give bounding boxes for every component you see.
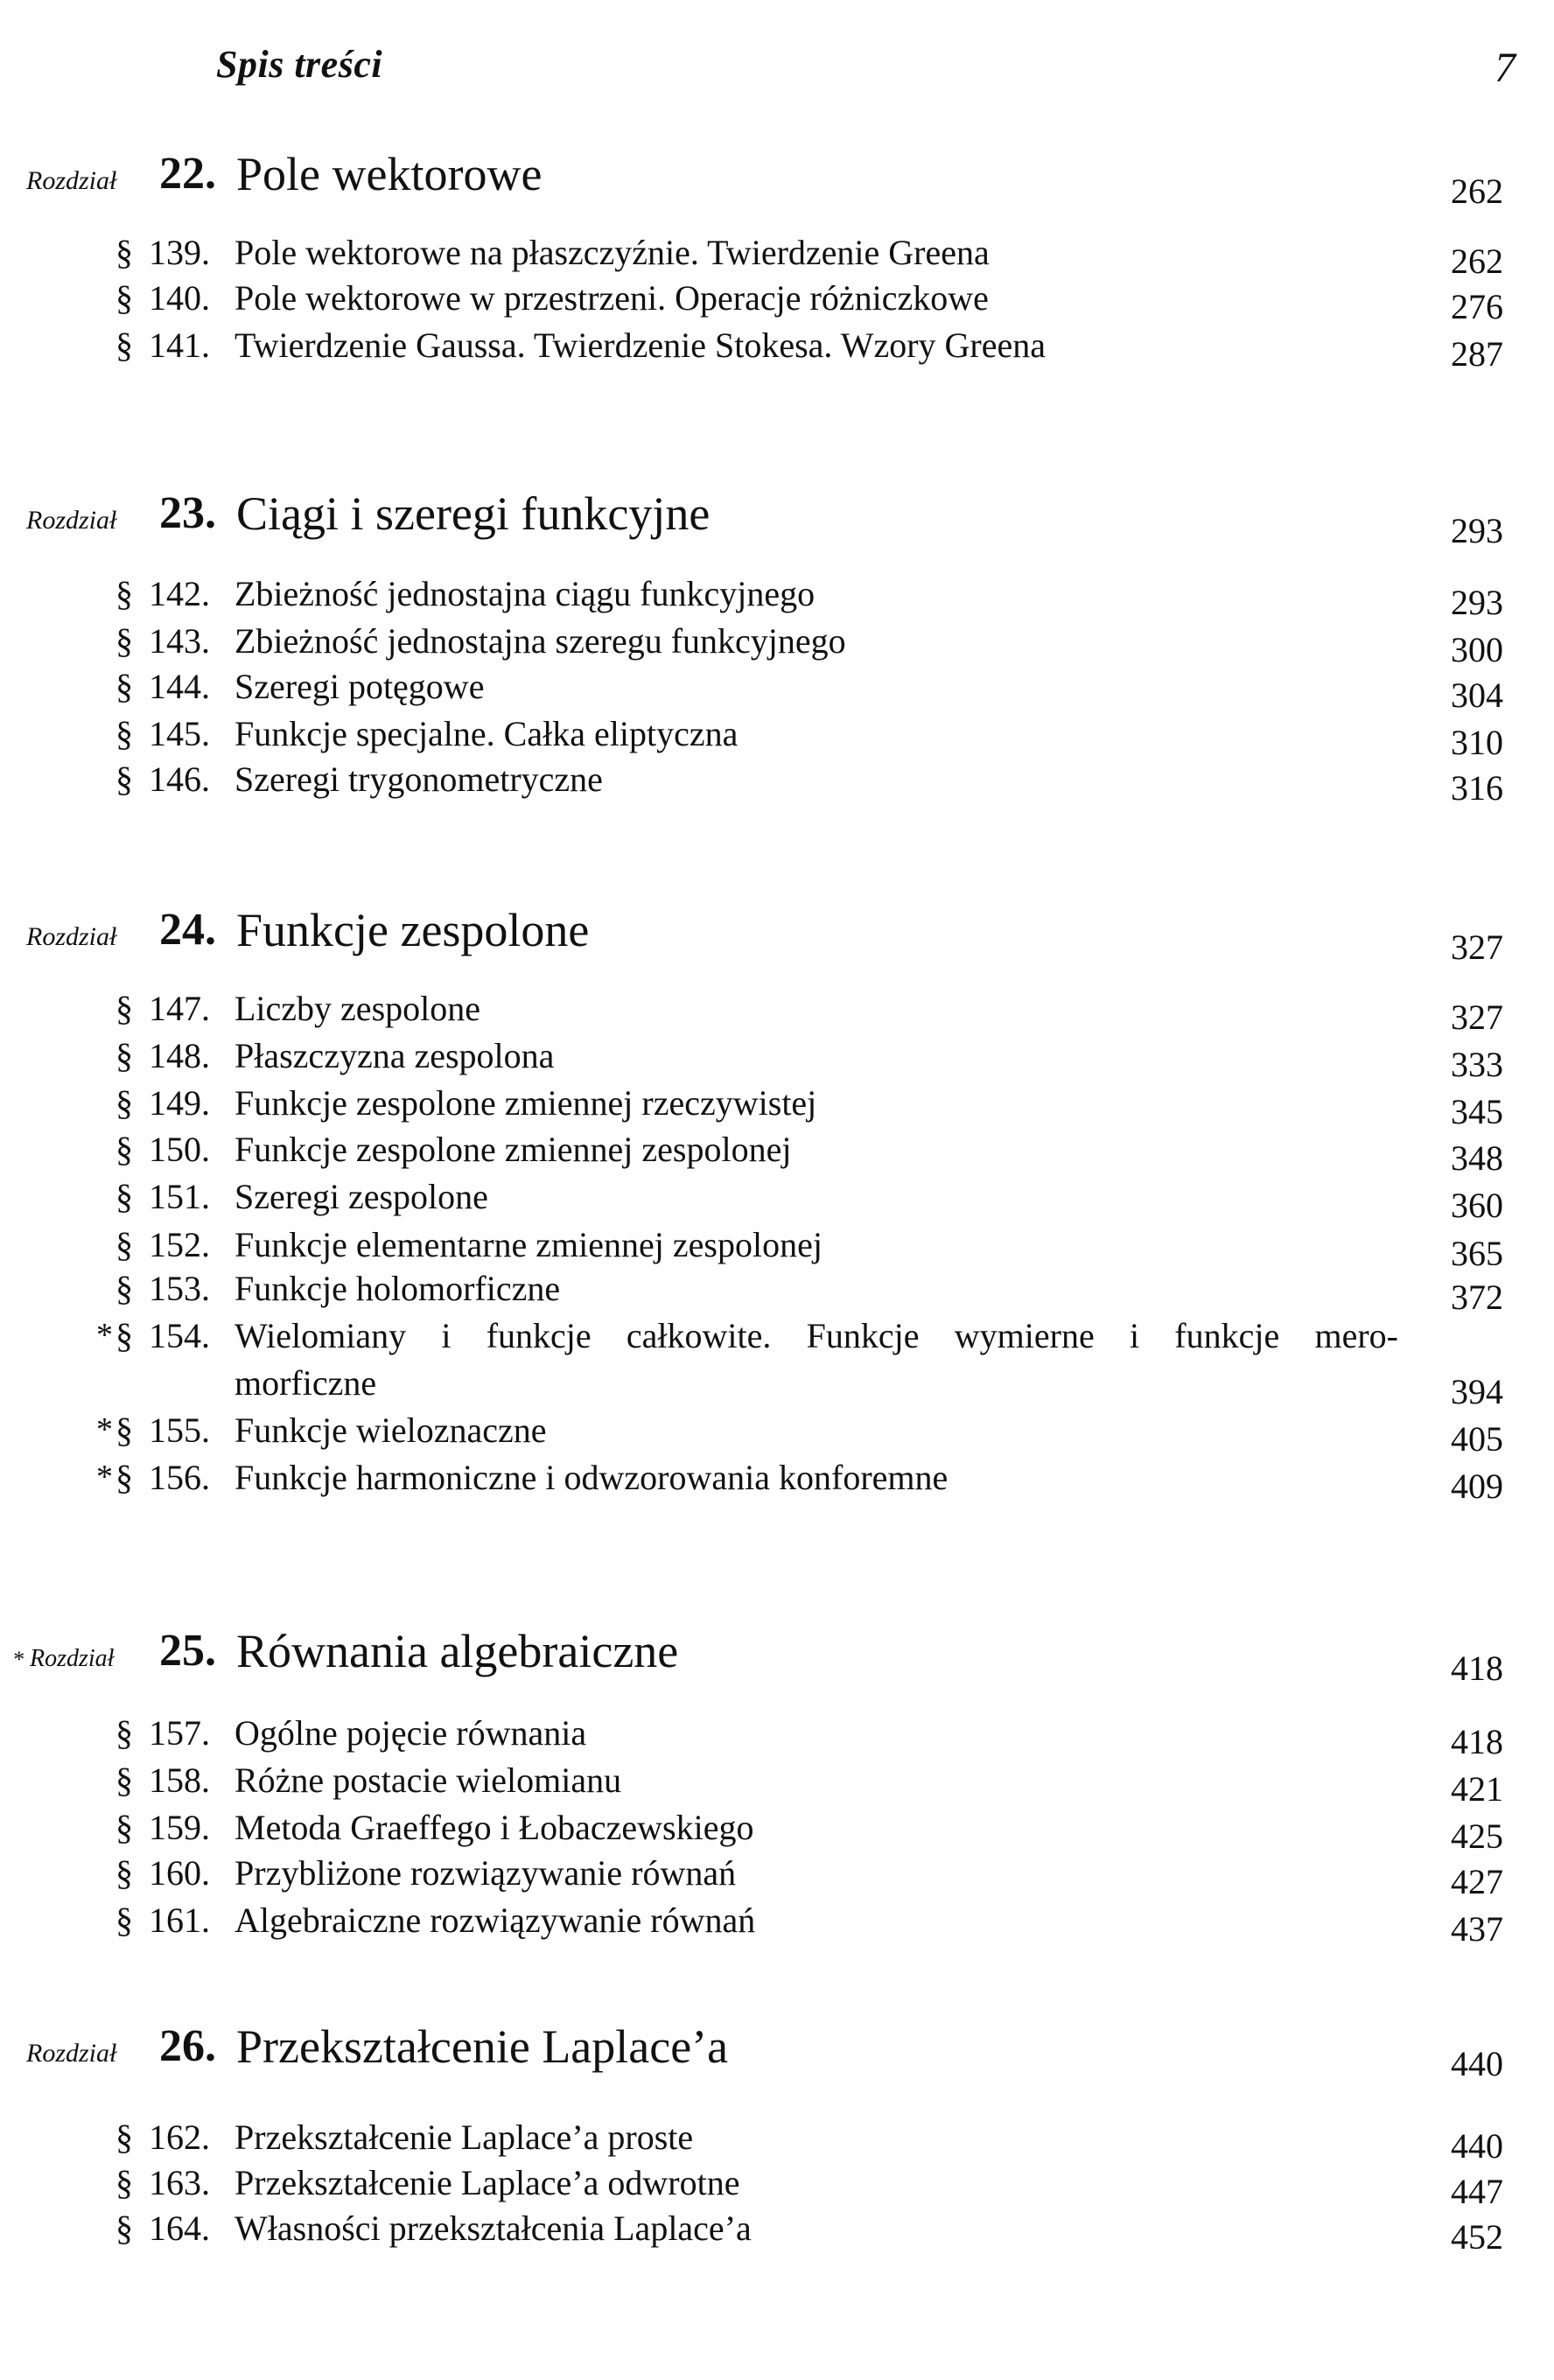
chapter-heading[interactable]	[0, 1622, 1554, 1688]
section-sign-icon: §	[116, 1269, 133, 1308]
section-entry[interactable]	[0, 2118, 1554, 2166]
section-page-number: 440	[1451, 2126, 1503, 2166]
chapter-page-number: 418	[1451, 1648, 1503, 1688]
section-page-number: 262	[1451, 242, 1503, 281]
section-entry[interactable]	[0, 760, 1554, 808]
section-sign-icon: §	[116, 278, 133, 318]
section-page-number: 418	[1451, 1722, 1503, 1761]
chapter-title[interactable]: Przekształcenie Laplace’a	[236, 2020, 729, 2073]
section-page-number: 345	[1451, 1092, 1503, 1131]
section-number: 153.	[149, 1269, 210, 1308]
section-page-number: 310	[1451, 723, 1503, 762]
section-title[interactable]: Przekształcenie Laplace’a odwrotne	[234, 2163, 740, 2202]
chapter-number: 26.	[159, 2021, 216, 2071]
section-title[interactable]: Pole wektorowe w przestrzeni. Operacje różniczkowe	[234, 278, 989, 318]
section-entry[interactable]	[0, 1130, 1554, 1178]
section-title[interactable]: Funkcje specjalne. Całka eliptyczna	[234, 714, 738, 753]
section-title[interactable]: Płaszczyzna zespolona	[234, 1036, 555, 1075]
section-sign-icon: §	[116, 1225, 133, 1264]
section-number: 145.	[149, 714, 210, 753]
optional-star-marker: *	[96, 1459, 113, 1495]
section-number: 147.	[149, 989, 210, 1028]
section-page-number: 421	[1451, 1769, 1503, 1809]
section-sign-icon: §	[116, 1458, 133, 1497]
chapter-title[interactable]: Funkcje zespolone	[236, 904, 590, 956]
section-number: 164.	[149, 2208, 210, 2248]
chapter-label: Rozdział	[26, 506, 117, 535]
section-entry[interactable]	[0, 278, 1554, 326]
section-number: 141.	[149, 326, 210, 365]
section-entry[interactable]	[0, 326, 1554, 374]
section-page-number: 405	[1451, 1419, 1503, 1459]
section-number: 154.	[149, 1316, 210, 1355]
section-entry[interactable]	[0, 1225, 1554, 1273]
chapter-number: 24.	[159, 905, 216, 955]
section-sign-icon: §	[116, 1713, 133, 1753]
section-number: 162.	[149, 2118, 210, 2157]
chapter-label: Rozdział	[30, 1645, 115, 1672]
section-number: 150.	[149, 1130, 210, 1169]
chapter-page-number: 262	[1451, 172, 1503, 211]
chapter-title[interactable]: Równania algebraiczne	[236, 1625, 679, 1677]
section-number: 149.	[149, 1083, 210, 1123]
running-head-title: Spis treści	[216, 43, 383, 86]
section-entry[interactable]	[0, 1269, 1554, 1317]
section-entry[interactable]	[0, 714, 1554, 762]
section-page-number: 427	[1451, 1862, 1503, 1901]
section-sign-icon: §	[116, 326, 133, 365]
section-sign-icon: §	[116, 1177, 133, 1216]
section-entry[interactable]	[0, 1036, 1554, 1084]
section-sign-icon: §	[116, 714, 133, 753]
section-title-continuation[interactable]: morficzne	[234, 1363, 377, 1403]
chapter-label: Rozdział	[26, 2039, 117, 2068]
section-entry[interactable]	[0, 621, 1554, 669]
section-page-number: 409	[1451, 1466, 1503, 1506]
section-sign-icon: §	[116, 989, 133, 1028]
section-title[interactable]: Własności przekształcenia Laplace’a	[234, 2208, 752, 2248]
section-title[interactable]: Funkcje zespolone zmiennej zespolonej	[234, 1130, 792, 1169]
section-number: 143.	[149, 621, 210, 661]
section-entry[interactable]	[0, 1083, 1554, 1131]
section-title[interactable]: Wielomiany i funkcje całkowite. Funkcje wymierne i funkcje mero-	[234, 1316, 1398, 1355]
section-number: 158.	[149, 1760, 210, 1800]
section-number: 156.	[149, 1458, 210, 1497]
section-title[interactable]: Zbieżność jednostajna ciągu funkcyjnego	[234, 574, 816, 613]
section-page-number: 293	[1451, 583, 1503, 622]
section-title[interactable]: Szeregi zespolone	[234, 1177, 488, 1216]
section-entry[interactable]	[0, 1900, 1554, 1949]
section-title[interactable]: Przybliżone rozwiązywanie równań	[234, 1853, 737, 1893]
section-entry[interactable]	[0, 1853, 1554, 1901]
section-page-number: 365	[1451, 1234, 1503, 1273]
section-page-number: 300	[1451, 630, 1503, 669]
section-title[interactable]: Metoda Graeffego i Łobaczewskiego	[234, 1808, 754, 1847]
section-sign-icon: §	[116, 2163, 133, 2202]
section-page-number: 316	[1451, 768, 1503, 808]
section-entry[interactable]	[0, 2208, 1554, 2257]
section-entry[interactable]	[0, 989, 1554, 1037]
section-title[interactable]: Funkcje holomorficzne	[234, 1269, 561, 1308]
section-title[interactable]: Pole wektorowe na płaszczyźnie. Twierdzenie Greena	[234, 233, 990, 272]
section-number: 152.	[149, 1225, 210, 1264]
section-title[interactable]: Liczby zespolone	[234, 989, 480, 1028]
section-page-number: 276	[1451, 287, 1503, 326]
chapter-label: Rozdział	[26, 922, 117, 951]
chapter-title[interactable]: Ciągi i szeregi funkcyjne	[236, 487, 710, 540]
section-page-number: 425	[1451, 1816, 1503, 1856]
section-number: 139.	[149, 233, 210, 272]
section-sign-icon: §	[116, 1853, 133, 1893]
section-sign-icon: §	[116, 2208, 133, 2248]
section-title[interactable]: Algebraiczne rozwiązywanie równań	[234, 1900, 756, 1940]
section-number: 159.	[149, 1808, 210, 1847]
chapter-number: 23.	[159, 488, 216, 538]
chapter-number: 25.	[159, 1626, 216, 1676]
section-number: 146.	[149, 760, 210, 799]
section-page-number: 372	[1451, 1278, 1503, 1317]
section-entry[interactable]	[0, 1316, 1554, 1411]
section-page-number: 348	[1451, 1138, 1503, 1178]
section-number: 157.	[149, 1713, 210, 1753]
section-entry[interactable]	[0, 1760, 1554, 1809]
chapter-heading[interactable]	[0, 2018, 1554, 2083]
chapter-number: 22.	[159, 149, 216, 199]
section-number: 148.	[149, 1036, 210, 1075]
section-entry[interactable]	[0, 1177, 1554, 1225]
chapter-page-number: 293	[1451, 511, 1503, 550]
section-number: 160.	[149, 1853, 210, 1893]
section-title[interactable]: Funkcje elementarne zmiennej zespolonej	[234, 1225, 822, 1264]
section-sign-icon: §	[116, 233, 133, 272]
section-page-number: 327	[1451, 998, 1503, 1037]
section-sign-icon: §	[116, 2118, 133, 2157]
section-entry[interactable]	[0, 574, 1554, 622]
section-number: 161.	[149, 1900, 210, 1940]
section-entry[interactable]	[0, 1713, 1554, 1761]
section-sign-icon: §	[116, 1130, 133, 1169]
section-page-number: 394	[1451, 1372, 1503, 1411]
section-title[interactable]: Szeregi potęgowe	[234, 667, 485, 706]
section-sign-icon: §	[116, 760, 133, 799]
chapter-page-number: 327	[1451, 928, 1503, 967]
section-sign-icon: §	[116, 621, 133, 661]
optional-star-marker: *	[12, 1647, 24, 1672]
chapter-heading[interactable]	[0, 485, 1554, 550]
section-page-number: 447	[1451, 2172, 1503, 2211]
section-sign-icon: §	[116, 1760, 133, 1800]
section-page-number: 452	[1451, 2217, 1503, 2257]
section-entry[interactable]	[0, 2163, 1554, 2211]
section-title[interactable]: Różne postacie wielomianu	[234, 1760, 622, 1800]
chapter-page-number: 440	[1451, 2044, 1503, 2083]
section-page-number: 437	[1451, 1909, 1503, 1949]
section-entry[interactable]	[0, 667, 1554, 715]
section-title[interactable]: Funkcje zespolone zmiennej rzeczywistej	[234, 1083, 817, 1123]
page-number: 7	[1494, 45, 1516, 91]
section-sign-icon: §	[116, 1316, 133, 1355]
section-number: 151.	[149, 1177, 210, 1216]
section-title[interactable]: Funkcje harmoniczne i odwzorowania konforemne	[234, 1458, 948, 1497]
section-page-number: 360	[1451, 1186, 1503, 1225]
section-sign-icon: §	[116, 574, 133, 613]
section-sign-icon: §	[116, 667, 133, 706]
section-title[interactable]: Zbieżność jednostajna szeregu funkcyjnego	[234, 621, 846, 661]
section-page-number: 287	[1451, 334, 1503, 374]
section-entry[interactable]	[0, 1808, 1554, 1856]
section-page-number: 333	[1451, 1045, 1503, 1084]
chapter-heading[interactable]	[0, 145, 1554, 211]
chapter-label: Rozdział	[26, 166, 117, 195]
section-title[interactable]: Funkcje wieloznaczne	[234, 1410, 547, 1450]
section-title[interactable]: Przekształcenie Laplace’a proste	[234, 2118, 694, 2157]
section-sign-icon: §	[116, 1036, 133, 1075]
section-sign-icon: §	[116, 1410, 133, 1450]
section-number: 142.	[149, 574, 210, 613]
section-entry[interactable]	[0, 1458, 1554, 1506]
section-title[interactable]: Twierdzenie Gaussa. Twierdzenie Stokesa. Wzory Greena	[234, 326, 1046, 365]
section-title[interactable]: Szeregi trygonometryczne	[234, 760, 603, 799]
section-sign-icon: §	[116, 1808, 133, 1847]
optional-star-marker: *	[96, 1411, 113, 1448]
section-number: 140.	[149, 278, 210, 318]
section-title[interactable]: Ogólne pojęcie równania	[234, 1713, 587, 1753]
section-page-number: 304	[1451, 676, 1503, 715]
section-sign-icon: §	[116, 1083, 133, 1123]
section-number: 163.	[149, 2163, 210, 2202]
optional-star-marker: *	[96, 1317, 113, 1354]
section-entry[interactable]	[0, 1410, 1554, 1459]
chapter-title[interactable]: Pole wektorowe	[236, 148, 542, 200]
section-number: 144.	[149, 667, 210, 706]
section-sign-icon: §	[116, 1900, 133, 1940]
chapter-heading[interactable]	[0, 901, 1554, 967]
section-entry[interactable]	[0, 233, 1554, 281]
section-number: 155.	[149, 1410, 210, 1450]
